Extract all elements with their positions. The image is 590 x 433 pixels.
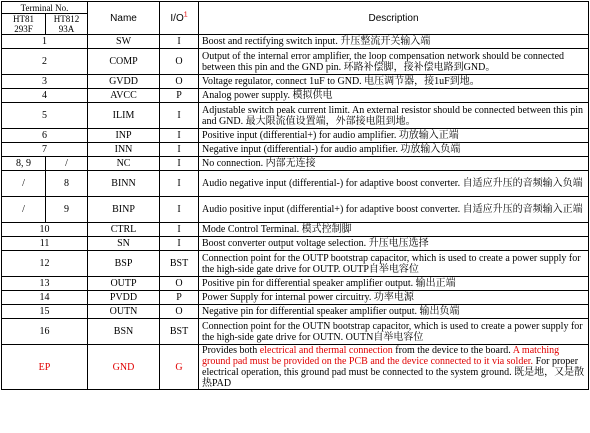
ht81293a-header: HT812 93A bbox=[46, 14, 88, 35]
pin-description-cell: Mode Control Terminal. 模式控制脚 bbox=[199, 223, 589, 237]
pin-number-cell: 5 bbox=[2, 103, 88, 129]
pin-description-cell: Analog power supply. 模拟供电 bbox=[199, 89, 589, 103]
table-row bbox=[2, 89, 589, 103]
pin-io-cell: O bbox=[160, 305, 199, 319]
table-row bbox=[2, 223, 589, 237]
pin-ht81293a-cell: 8 bbox=[46, 171, 88, 197]
pin-ht81293f-cell: 8, 9 bbox=[2, 157, 46, 171]
ht81293f-header: HT81 293F bbox=[2, 14, 46, 35]
pin-io-cell: BST bbox=[160, 251, 199, 277]
ep-io-cell: G bbox=[160, 345, 199, 390]
ep-desc-part-3: from the device to the board. bbox=[392, 345, 513, 356]
pin-number-cell: 11 bbox=[2, 237, 88, 251]
pin-name-cell: BINN bbox=[88, 171, 160, 197]
pin-io-cell: I bbox=[160, 157, 199, 171]
table-row bbox=[2, 197, 589, 223]
terminal-no-header: Terminal No. bbox=[2, 2, 88, 14]
pin-number-cell: 12 bbox=[2, 251, 88, 277]
pin-number-cell: 4 bbox=[2, 89, 88, 103]
table-row bbox=[2, 277, 589, 291]
ep-name-cell: GND bbox=[88, 345, 160, 390]
pin-name-cell: AVCC bbox=[88, 89, 160, 103]
pin-io-cell: P bbox=[160, 291, 199, 305]
pin-io-cell: I bbox=[160, 143, 199, 157]
pin-io-cell: I bbox=[160, 35, 199, 49]
ep-pin-cell: EP bbox=[2, 345, 88, 390]
table-row bbox=[2, 237, 589, 251]
pin-name-cell: OUTP bbox=[88, 277, 160, 291]
pin-description-cell: Negative input (differential-) for audio amplifier. 功放输入负端 bbox=[199, 143, 589, 157]
table-row bbox=[2, 103, 589, 129]
pin-ht81293a-cell: 9 bbox=[46, 197, 88, 223]
pin-name-cell: COMP bbox=[88, 49, 160, 75]
pin-name-cell: BSP bbox=[88, 251, 160, 277]
pin-description-cell: Voltage regulator, connect 1uF to GND. 电压调节器，接1uF到地。 bbox=[199, 75, 589, 89]
pin-name-cell: NC bbox=[88, 157, 160, 171]
table-row bbox=[2, 171, 589, 197]
pin-description-cell: No connection. 内部无连接 bbox=[199, 157, 589, 171]
pin-number-cell: 10 bbox=[2, 223, 88, 237]
table-row bbox=[2, 49, 589, 75]
ep-desc-part-1: Provides both bbox=[202, 345, 260, 356]
pin-description-cell: Connection point for the OUTN bootstrap capacitor, which is used to create a power supply for the high-side gate drive for OUTN. OUTN自举电容位 bbox=[199, 319, 589, 345]
pin-description-cell: Audio negative input (differential-) for adaptive boost converter. 自适应升压的音频输入负端 bbox=[199, 171, 589, 197]
ep-description-cell bbox=[199, 345, 589, 390]
pin-description-cell: Power Supply for internal power circuitry. 功率电源 bbox=[199, 291, 589, 305]
table-row bbox=[2, 157, 589, 171]
pin-io-cell: I bbox=[160, 129, 199, 143]
pin-name-cell: GVDD bbox=[88, 75, 160, 89]
pin-description-cell: Positive input (differential+) for audio amplifier. 功放输入正端 bbox=[199, 129, 589, 143]
pin-number-cell: 13 bbox=[2, 277, 88, 291]
pin-number-cell: 15 bbox=[2, 305, 88, 319]
ep-desc-part-4: A matching ground pad must be provided on the PCB and the device connected to it via solder. bbox=[202, 345, 560, 367]
pin-io-cell: I bbox=[160, 197, 199, 223]
pin-number-cell: 16 bbox=[2, 319, 88, 345]
pin-io-cell: I bbox=[160, 237, 199, 251]
name-header: Name bbox=[88, 2, 160, 35]
io-header-footnote: 1 bbox=[183, 11, 188, 19]
pin-ht81293f-cell: / bbox=[2, 197, 46, 223]
pin-description-cell: Connection point for the OUTP bootstrap capacitor, which is used to create a power supply for the high-side gate drive for OUTP. OUTP自举电容位 bbox=[199, 251, 589, 277]
description-header: Description bbox=[199, 2, 589, 35]
pin-name-cell: SW bbox=[88, 35, 160, 49]
ep-desc-part-2: electrical and thermal connection bbox=[259, 345, 393, 356]
pin-io-cell: O bbox=[160, 277, 199, 291]
pin-ht81293a-cell: / bbox=[46, 157, 88, 171]
pin-name-cell: OUTN bbox=[88, 305, 160, 319]
table-row bbox=[2, 291, 589, 305]
header-row-1 bbox=[2, 2, 589, 14]
pin-name-cell: BINP bbox=[88, 197, 160, 223]
pin-number-cell: 14 bbox=[2, 291, 88, 305]
pin-description-cell: Boost and rectifying switch input. 升压整流开关输入端 bbox=[199, 35, 589, 49]
pin-io-cell: I bbox=[160, 103, 199, 129]
pin-name-cell: CTRL bbox=[88, 223, 160, 237]
pin-description-cell: Audio positive input (differential+) for adaptive boost converter. 自适应升压的音频输入正端 bbox=[199, 197, 589, 223]
ep-desc-part-5: For proper electrical operation, this ground pad must be connected to the system ground. 既是地，又是散热PAD bbox=[202, 356, 585, 389]
table-row bbox=[2, 319, 589, 345]
io-header bbox=[160, 2, 199, 35]
table-row bbox=[2, 143, 589, 157]
pin-name-cell: PVDD bbox=[88, 291, 160, 305]
pin-description-table bbox=[1, 1, 589, 390]
pin-table-body bbox=[2, 35, 589, 345]
pin-description-cell: Negative pin for differential speaker amplifier output. 输出负端 bbox=[199, 305, 589, 319]
pin-name-cell: INN bbox=[88, 143, 160, 157]
pin-io-cell: P bbox=[160, 89, 199, 103]
pin-description-cell: Boost converter output voltage selection. 升压电压选择 bbox=[199, 237, 589, 251]
pin-number-cell: 2 bbox=[2, 49, 88, 75]
table-row bbox=[2, 251, 589, 277]
table-row bbox=[2, 129, 589, 143]
pin-number-cell: 3 bbox=[2, 75, 88, 89]
pin-io-cell: O bbox=[160, 75, 199, 89]
pin-description-cell: Adjustable switch peak current limit. An external resistor should be connected between this pin and GND. 最大限流值设置端，外部接电阻到地。 bbox=[199, 103, 589, 129]
pin-name-cell: SN bbox=[88, 237, 160, 251]
table-row bbox=[2, 35, 589, 49]
table-row bbox=[2, 75, 589, 89]
pin-description-cell: Positive pin for differential speaker amplifier output. 输出正端 bbox=[199, 277, 589, 291]
pin-name-cell: ILIM bbox=[88, 103, 160, 129]
pin-description-cell: Output of the internal error amplifier, the loop compensation network should be connected between this pin and the GND pin. 环路补偿脚，接补偿电路到GND。 bbox=[199, 49, 589, 75]
pin-name-cell: BSN bbox=[88, 319, 160, 345]
pin-number-cell: 6 bbox=[2, 129, 88, 143]
ep-row bbox=[2, 345, 589, 390]
io-header-label: I/O bbox=[170, 12, 184, 24]
pin-io-cell: I bbox=[160, 223, 199, 237]
table-row bbox=[2, 305, 589, 319]
pin-name-cell: INP bbox=[88, 129, 160, 143]
pin-ht81293f-cell: / bbox=[2, 171, 46, 197]
pin-io-cell: I bbox=[160, 171, 199, 197]
pin-io-cell: O bbox=[160, 49, 199, 75]
pin-number-cell: 7 bbox=[2, 143, 88, 157]
pin-io-cell: BST bbox=[160, 319, 199, 345]
pin-number-cell: 1 bbox=[2, 35, 88, 49]
